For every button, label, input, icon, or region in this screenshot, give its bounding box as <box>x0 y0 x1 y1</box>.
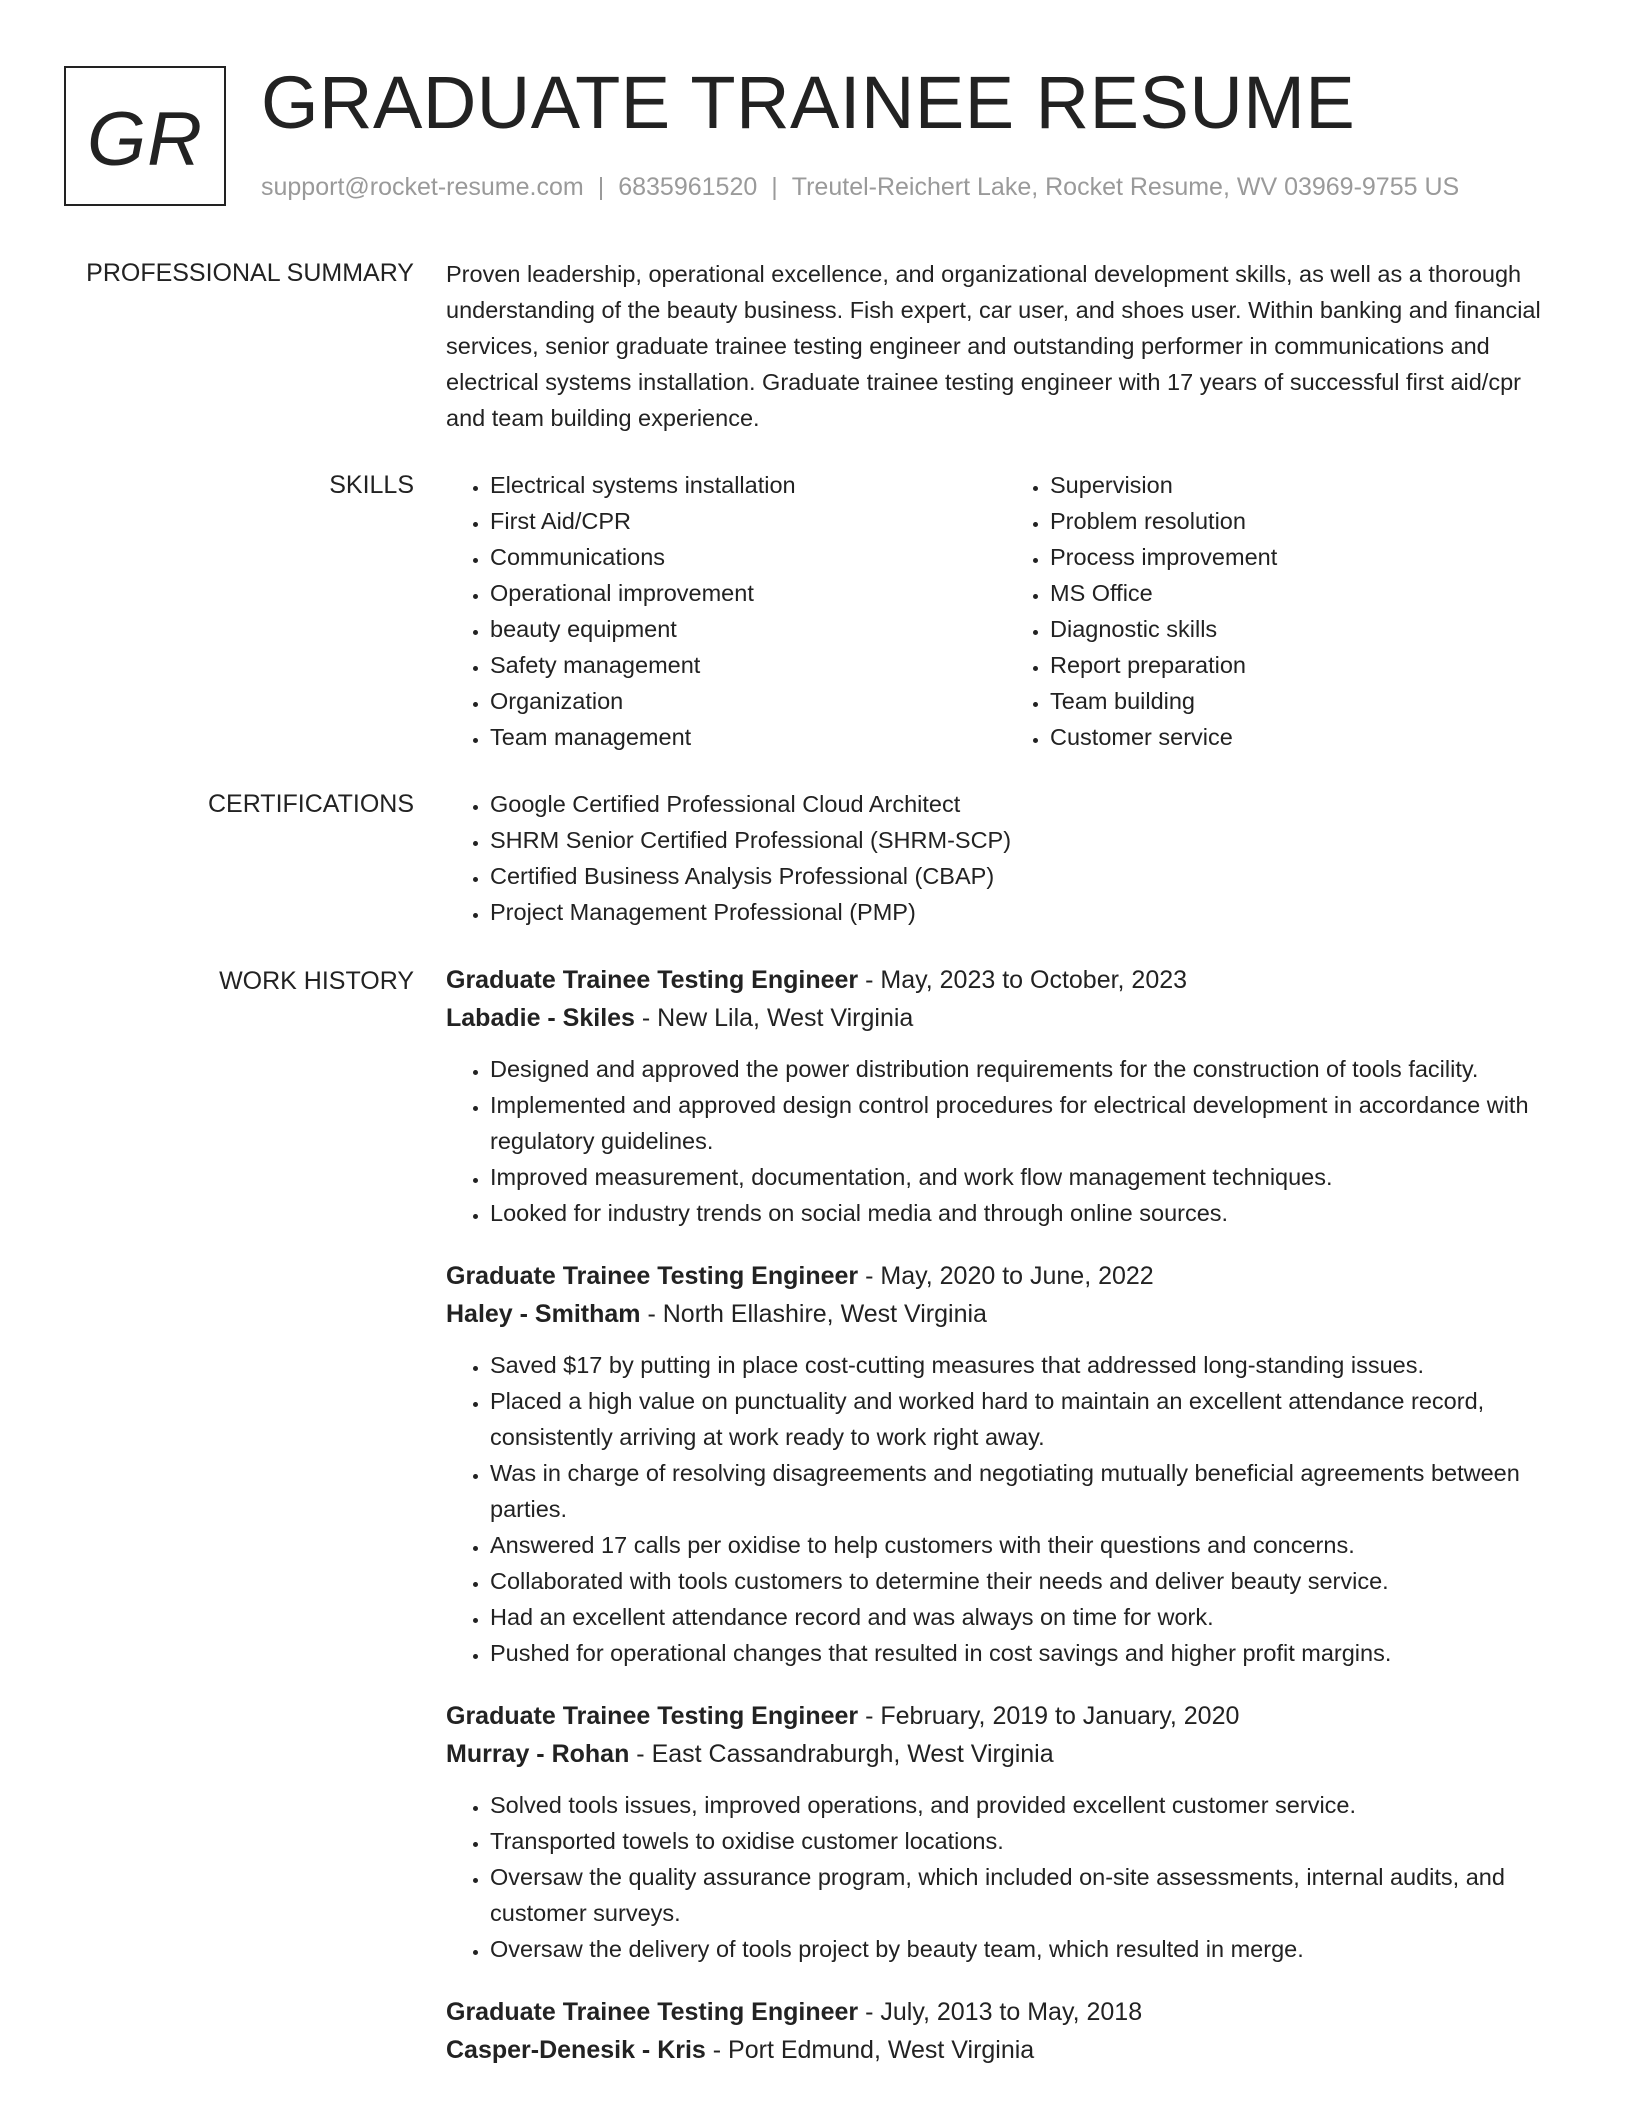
monogram-box <box>64 66 226 206</box>
job-entry <box>446 961 1566 1231</box>
contact-separator: | <box>771 173 778 201</box>
skill-item: • Operational improvement <box>490 575 1006 611</box>
job-bullets <box>446 1347 1566 1671</box>
job-bullets <box>446 1787 1566 1967</box>
skill-item: • First Aid/CPR <box>490 503 1006 539</box>
work-history-content <box>446 961 1566 2095</box>
job-company-line <box>446 2031 1566 2069</box>
certification-item: • SHRM Senior Certified Professional (SHRM-SCP) <box>490 822 1566 858</box>
skill-item: • Communications <box>490 539 1006 575</box>
skills-list-right <box>1006 467 1566 755</box>
job-location: - East Cassandraburgh, West Virginia <box>629 1740 1054 1768</box>
job-title: Graduate Trainee Testing Engineer <box>446 1262 859 1290</box>
job-company: Haley - Smitham <box>446 1300 641 1328</box>
job-bullet: • Implemented and approved design control procedures for electrical development in accordance with regulatory guidelines. <box>490 1087 1566 1159</box>
job-entry <box>446 1697 1566 1967</box>
job-title: Graduate Trainee Testing Engineer <box>446 1998 859 2026</box>
skill-item: • Organization <box>490 683 1006 719</box>
job-bullet: • Answered 17 calls per oxidise to help customers with their questions and concerns. <box>490 1527 1566 1563</box>
skill-item: • MS Office <box>1050 575 1566 611</box>
summary-text: Proven leadership, operational excellence, and organizational development skills, as well as a thorough understanding of the beauty business. Fish expert, car user, and shoes user. Within banking and financial services, senior graduate trainee testing engineer and outstanding performer in communications and electrical systems installation. Graduate trainee testing engineer with 17 years of successful first aid/cpr and team building experience. <box>446 261 1541 431</box>
job-title-line <box>446 961 1566 999</box>
job-location: - New Lila, West Virginia <box>634 1004 914 1032</box>
skills-content <box>446 467 1566 755</box>
skills-list-left <box>446 467 1006 755</box>
skill-item: • Process improvement <box>1050 539 1566 575</box>
job-bullet: • Had an excellent attendance record and was always on time for work. <box>490 1599 1566 1635</box>
job-bullet: • Solved tools issues, improved operations, and provided excellent customer service. <box>490 1787 1566 1823</box>
certification-item: • Certified Business Analysis Professional (CBAP) <box>490 858 1566 894</box>
contact-phone: 6835961520 <box>618 173 758 201</box>
job-entry <box>446 1257 1566 1671</box>
contact-line <box>261 173 1459 202</box>
contact-address: Treutel-Reichert Lake, Rocket Resume, WV 03969-9755 US <box>791 173 1460 201</box>
certification-item: • Project Management Professional (PMP) <box>490 894 1566 930</box>
job-bullet: • Oversaw the delivery of tools project by beauty team, which resulted in merge. <box>490 1931 1566 1967</box>
job-location: - Port Edmund, West Virginia <box>705 2036 1035 2064</box>
contact-separator: | <box>597 173 605 201</box>
job-dates: - May, 2020 to June, 2022 <box>858 1262 1154 1290</box>
resume-title: GRADUATE TRAINEE RESUME <box>261 61 1356 144</box>
job-bullet: • Transported towels to oxidise customer locations. <box>490 1823 1566 1859</box>
certifications-content <box>446 786 1566 930</box>
skill-item: • beauty equipment <box>490 611 1006 647</box>
job-title-line <box>446 1993 1566 2031</box>
skill-item: • Diagnostic skills <box>1050 611 1566 647</box>
job-company: Casper-Denesik - Kris <box>446 2036 706 2064</box>
job-bullet: • Collaborated with tools customers to determine their needs and deliver beauty service. <box>490 1563 1566 1599</box>
job-dates: - February, 2019 to January, 2020 <box>858 1702 1240 1730</box>
job-bullet: • Designed and approved the power distribution requirements for the construction of tools facility. <box>490 1051 1566 1087</box>
skill-item: • Problem resolution <box>1050 503 1566 539</box>
summary-heading: PROFESSIONAL SUMMARY <box>86 259 414 287</box>
job-bullet: • Pushed for operational changes that resulted in cost savings and higher profit margins. <box>490 1635 1566 1671</box>
job-dates: - May, 2023 to October, 2023 <box>858 966 1188 994</box>
work-history-heading: WORK HISTORY <box>219 967 414 995</box>
job-bullet: • Saved $17 by putting in place cost-cutting measures that addressed long-standing issues. <box>490 1347 1566 1383</box>
job-company: Murray - Rohan <box>446 1740 630 1768</box>
job-entry <box>446 1993 1566 2069</box>
certifications-heading: CERTIFICATIONS <box>207 790 414 818</box>
job-bullets <box>446 1051 1566 1231</box>
skill-item: • Team building <box>1050 683 1566 719</box>
job-company: Labadie - Skiles <box>446 1004 635 1032</box>
job-location: - North Ellashire, West Virginia <box>640 1300 987 1328</box>
job-bullet: • Placed a high value on punctuality and worked hard to maintain an excellent attendance record, consistently arriving at work ready to work right away. <box>490 1383 1566 1455</box>
job-dates: - July, 2013 to May, 2018 <box>858 1998 1143 2026</box>
job-title-line <box>446 1257 1566 1295</box>
skill-item: • Customer service <box>1050 719 1566 755</box>
skill-item: • Safety management <box>490 647 1006 683</box>
certifications-list <box>446 786 1566 930</box>
monogram-initials: GR <box>87 96 203 182</box>
job-bullet: • Oversaw the quality assurance program, which included on-site assessments, internal audits, and customer surveys. <box>490 1859 1566 1931</box>
skill-item: • Electrical systems installation <box>490 467 1006 503</box>
job-title: Graduate Trainee Testing Engineer <box>446 966 859 994</box>
skill-item: • Team management <box>490 719 1006 755</box>
summary-content <box>446 256 1566 436</box>
skills-columns <box>446 467 1566 755</box>
job-bullet: • Improved measurement, documentation, and work flow management techniques. <box>490 1159 1566 1195</box>
job-company-line <box>446 999 1566 1037</box>
skills-heading: SKILLS <box>329 471 414 499</box>
job-title: Graduate Trainee Testing Engineer <box>446 1702 859 1730</box>
job-title-line <box>446 1697 1566 1735</box>
job-bullet: • Looked for industry trends on social media and through online sources. <box>490 1195 1566 1231</box>
job-bullet: • Was in charge of resolving disagreements and negotiating mutually beneficial agreements between parties. <box>490 1455 1566 1527</box>
job-company-line <box>446 1295 1566 1333</box>
certification-item: • Google Certified Professional Cloud Architect <box>490 786 1566 822</box>
job-company-line <box>446 1735 1566 1773</box>
skill-item: • Report preparation <box>1050 647 1566 683</box>
contact-email: support@rocket-resume.com <box>261 173 584 201</box>
skill-item: • Supervision <box>1050 467 1566 503</box>
